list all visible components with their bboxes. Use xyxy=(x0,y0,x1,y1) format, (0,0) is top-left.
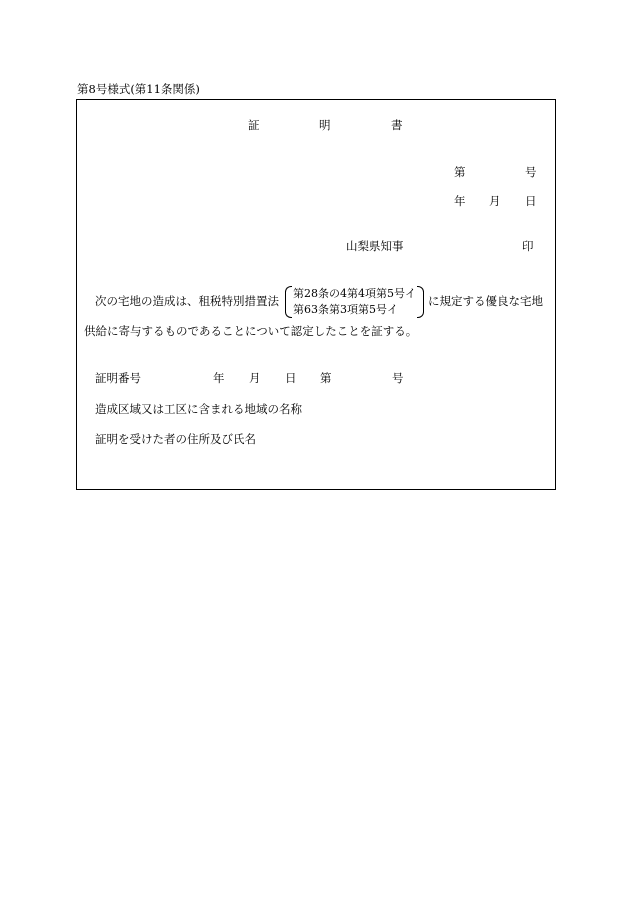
certificate-number-label: 証明番号 xyxy=(95,371,141,385)
certificate-number-prefix: 第 xyxy=(320,371,332,385)
left-brace xyxy=(285,286,292,318)
certificate-month-label: 月 xyxy=(249,371,261,385)
title-char-1: 証 xyxy=(248,118,260,132)
date-month-label: 月 xyxy=(489,194,501,208)
body-text-line-2: 供給に寄与するものであることについて認定したことを証する。 xyxy=(84,324,418,338)
seal-mark: 印 xyxy=(522,239,534,253)
legal-clause-1: 第28条の4第4項第5号イ xyxy=(293,287,416,300)
title-char-2: 明 xyxy=(319,118,331,132)
legal-clause-2: 第63条第3項第5号イ xyxy=(293,303,398,316)
title-char-3: 書 xyxy=(391,118,403,132)
recipient-label: 証明を受けた者の住所及び氏名 xyxy=(95,432,256,446)
document-number-prefix: 第 xyxy=(454,165,466,179)
certificate-day-label: 日 xyxy=(285,371,297,385)
right-brace xyxy=(417,286,424,318)
certificate-number-suffix: 号 xyxy=(392,371,404,385)
body-text-before-clause: 次の宅地の造成は、租税特別措置法 xyxy=(95,294,279,308)
date-year-label: 年 xyxy=(454,194,466,208)
area-name-label: 造成区域又は工区に含まれる地域の名称 xyxy=(95,402,302,416)
certificate-year-label: 年 xyxy=(213,371,225,385)
document-number-suffix: 号 xyxy=(525,165,537,179)
body-text-after-clause: に規定する優良な宅地 xyxy=(428,294,543,308)
issuer-governor: 山梨県知事 xyxy=(346,239,404,253)
date-day-label: 日 xyxy=(525,194,537,208)
form-number-label: 第8号様式(第11条関係) xyxy=(77,82,200,96)
